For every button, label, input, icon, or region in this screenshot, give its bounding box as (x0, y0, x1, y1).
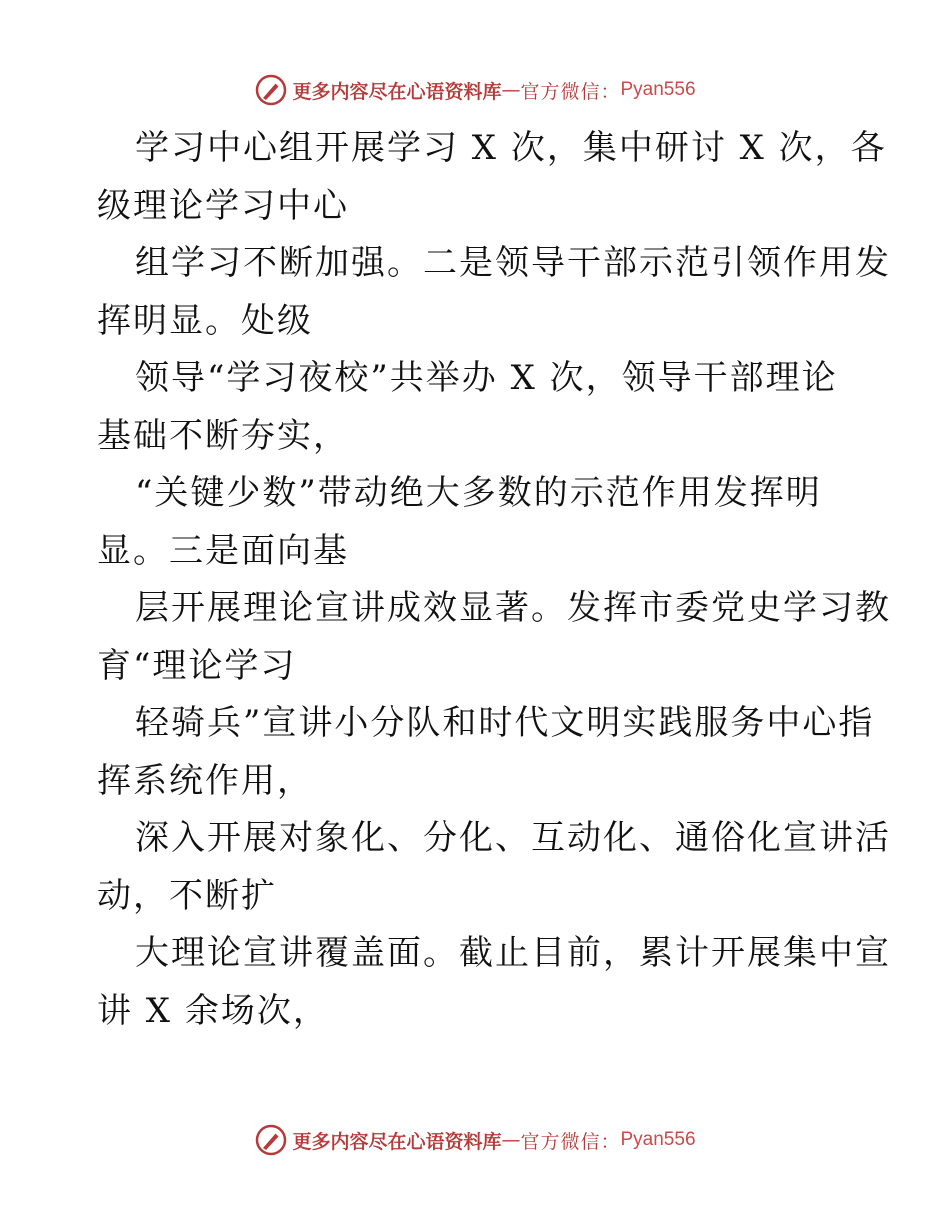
body-line: “关键少数”带动绝大多数的示范作用发挥明 (135, 473, 822, 513)
banner-wechat-label: 官方微信： (520, 1130, 621, 1153)
banner-dash: — (501, 1129, 521, 1151)
body-line: 层开展理论宣讲成效显著。发挥市委党史学习教 (135, 588, 891, 628)
banner-wechat-label: 官方微信： (520, 80, 621, 103)
banner-wechat-handle: Pyan556 (620, 1129, 696, 1150)
pen-logo-icon (254, 1123, 288, 1157)
banner-brand-text: 更多内容尽在心语资料库 (292, 1130, 502, 1153)
banner-brand-text: 更多内容尽在心语资料库 (292, 80, 502, 103)
document-body (97, 120, 891, 1040)
body-line: 学习中心组开展学习 X 次，集中研讨 X 次，各 (135, 128, 887, 168)
body-line: 领导“学习夜校”共举办 X 次，领导干部理论 (135, 358, 838, 398)
body-line: 级理论学习中心 (97, 185, 349, 226)
body-line: 显。三是面向基 (97, 530, 349, 571)
body-line: 轻骑兵”宣讲小分队和时代文明实践服务中心指 (135, 703, 875, 743)
body-line: 深入开展对象化、分化、互动化、通俗化宣讲活 (135, 818, 891, 858)
body-line: 动，不断扩 (97, 875, 277, 916)
body-line: 挥系统作用， (97, 760, 313, 801)
pen-logo-icon (254, 73, 288, 107)
body-line: 讲 X 余场次， (97, 990, 329, 1031)
footer-banner (0, 1120, 950, 1160)
body-line: 大理论宣讲覆盖面。截止目前，累计开展集中宣 (135, 933, 891, 973)
banner-wechat-handle: Pyan556 (620, 79, 696, 100)
header-banner (0, 70, 950, 110)
body-line: 组学习不断加强。二是领导干部示范引领作用发 (135, 243, 891, 283)
body-line: 基础不断夯实， (97, 415, 349, 456)
body-line: 挥明显。处级 (97, 300, 313, 341)
body-line: 育“理论学习 (97, 645, 297, 686)
banner-dash: — (501, 79, 521, 101)
